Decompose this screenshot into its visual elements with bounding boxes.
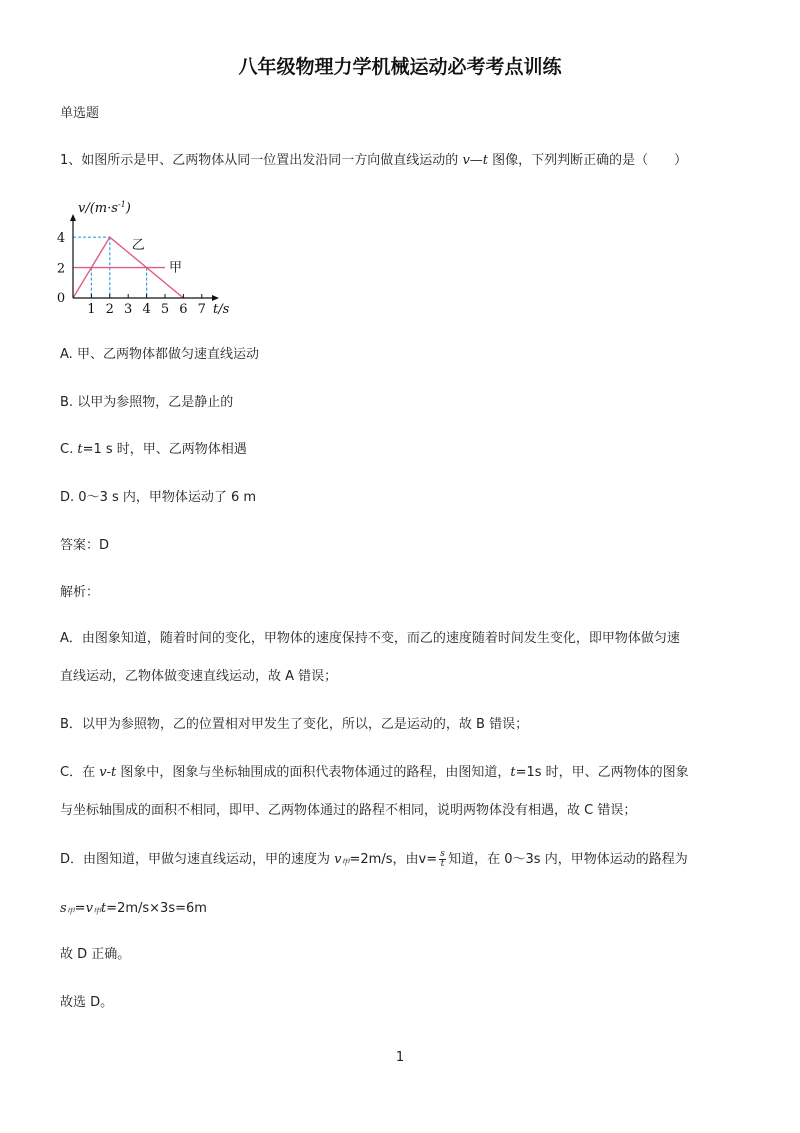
page-title: 八年级物理力学机械运动必考考点训练	[238, 56, 562, 78]
analysis-label: 解析：	[60, 585, 100, 600]
option-c-text: =1 s 时，甲、乙两物体相遇	[82, 442, 247, 457]
option-a-prefix: A.	[60, 347, 73, 362]
y-tick-label-1: 4	[56, 231, 66, 247]
analysis-c-line2: 与坐标轴围成的面积不相同，即甲、乙两物体通过的路程不相同，说明两物体没有相遇，故 C 错误；	[60, 803, 637, 818]
y-tick-label-0: 2	[56, 261, 66, 277]
x-tick-label-1: 2	[105, 302, 114, 317]
option-c[interactable]	[60, 441, 247, 459]
answer-label: 答案：	[60, 538, 100, 553]
formula-s-sub: 甲	[66, 907, 75, 916]
question-stem-b: 图像，下列判断正确的是（ ）	[492, 153, 688, 168]
analysis-c-vt: v-t	[99, 765, 117, 780]
option-d-text: 0～3 s 内，甲物体运动了 6 m	[78, 490, 257, 505]
series-label-yi: 乙	[131, 238, 145, 254]
origin-label: 0	[56, 291, 66, 306]
option-d-prefix: D.	[60, 490, 75, 505]
speed-fraction	[439, 850, 446, 869]
question-stem-a: 如图所示是甲、乙两物体从同一位置出发沿同一方向做直线运动的	[81, 153, 459, 168]
formula-v: v	[85, 901, 93, 916]
analysis-c-mid: 图象中，图象与坐标轴围成的面积代表物体通过的路程，由图知道，	[120, 765, 511, 780]
option-d[interactable]	[60, 489, 256, 507]
analysis-c-line1	[60, 764, 689, 782]
analysis-c-t: t	[510, 765, 516, 780]
analysis-c-prefix: C．在	[60, 765, 96, 780]
analysis-d-end: 知道，在 0～3s 内，甲物体运动的路程为	[448, 852, 688, 867]
formula-s: s	[60, 901, 67, 916]
formula-eq: =	[74, 901, 86, 916]
analysis-d-v2: v	[418, 852, 427, 867]
option-b-text: 以甲为参照物，乙是静止的	[77, 395, 234, 410]
formula-rest: =2m/s×3s=6m	[106, 901, 207, 916]
analysis-d-sub: 甲	[341, 858, 350, 867]
analysis-c-end: =1s 时，甲、乙两物体的图象	[515, 765, 689, 780]
option-c-var: t	[77, 442, 83, 457]
formula-v-sub: 甲	[92, 907, 101, 916]
analysis-d-eq: =	[426, 852, 438, 867]
analysis-d-prefix: D．由图知道，甲做匀速直线运动，甲的速度为	[60, 852, 331, 867]
option-a-text: 甲、乙两物体都做匀速直线运动	[76, 347, 259, 362]
distance-formula	[60, 900, 207, 921]
fraction-denominator: t	[440, 859, 445, 869]
question-vt: v—t	[462, 153, 489, 168]
x-tick-label-6: 7	[197, 302, 206, 317]
answer	[60, 537, 109, 555]
x-tick-label-3: 4	[142, 302, 151, 317]
analysis-d-v: v	[334, 852, 342, 867]
x-tick-label-0: 1	[87, 302, 96, 317]
analysis-d-line1	[60, 850, 688, 872]
x-tick-label-5: 6	[179, 302, 188, 317]
option-a[interactable]	[60, 346, 259, 364]
analysis-a-line1: A．由图象知道，随着时间的变化，甲物体的速度保持不变，而乙的速度随着时间发生变化，即甲物体做匀速	[60, 631, 680, 646]
y-axis-arrow	[70, 214, 76, 221]
section-heading: 单选题	[60, 106, 100, 121]
answer-value: D	[99, 538, 110, 553]
option-b-prefix: B.	[60, 395, 74, 410]
question-stem	[60, 152, 687, 170]
vt-graph	[55, 198, 245, 320]
x-axis-label: t/s	[213, 302, 230, 317]
analysis-a-line2: 直线运动，乙物体做变速直线运动，故 A 错误；	[60, 669, 338, 684]
page-number: 1	[395, 1050, 405, 1065]
x-axis-arrow	[212, 295, 219, 301]
fraction-numerator: s	[440, 849, 445, 859]
option-c-prefix: C.	[60, 442, 74, 457]
x-tick-label-2: 3	[124, 302, 133, 317]
analysis-d-speed: =2m/s，由	[349, 852, 419, 867]
option-b[interactable]	[60, 394, 233, 412]
series-label-jia: 甲	[169, 260, 183, 276]
question-number: 1、	[60, 153, 82, 168]
final-answer: 故选 D。	[60, 995, 114, 1010]
y-axis-label: $v/(m\cdot s^{-1})$	[78, 200, 131, 216]
x-tick-label-4: 5	[160, 302, 170, 317]
analysis-b: B．以甲为参照物，乙的位置相对甲发生了变化，所以，乙是运动的，故 B 错误；	[60, 717, 529, 732]
analysis-d-conclusion: 故 D 正确。	[60, 947, 131, 962]
formula-t: t	[100, 901, 107, 916]
